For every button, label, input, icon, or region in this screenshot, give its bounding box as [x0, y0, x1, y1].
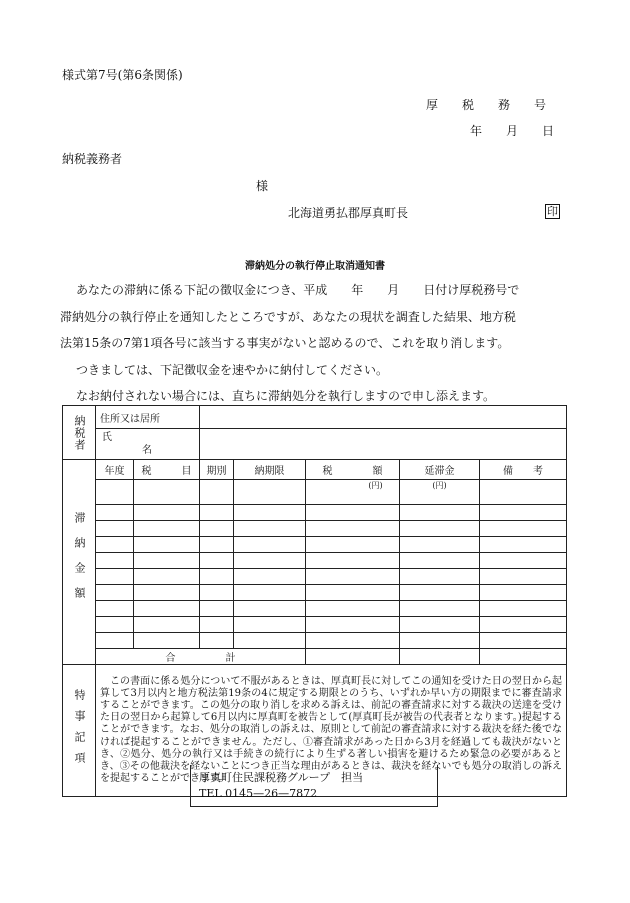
- table-cell: [480, 537, 567, 553]
- taxpayer-header: 納税者: [63, 406, 96, 460]
- column-header: 年度: [96, 460, 134, 480]
- tax-amount-unit: (円): [306, 480, 400, 505]
- table-cell: [134, 585, 200, 601]
- address-label: 住所又は居所: [96, 406, 200, 429]
- table-cell: [134, 633, 200, 649]
- body-line-5: なお納付されない場合には、直ちに滞納処分を執行しますので申し添えます。: [76, 389, 496, 403]
- table-cell: [200, 521, 234, 537]
- table-cell: [134, 617, 200, 633]
- name-label: 氏 名: [96, 429, 200, 460]
- table-cell: [400, 633, 480, 649]
- table-cell: [234, 521, 306, 537]
- body-line-2: 滞納処分の執行停止を通知したところですが、あなたの現状を調査した結果、地方税: [60, 310, 516, 324]
- table-cell: [134, 480, 200, 505]
- column-header: 納期限: [234, 460, 306, 480]
- table-cell: [234, 553, 306, 569]
- issuer-name: 北海道勇払郡厚真町長: [288, 206, 409, 220]
- table-cell: [134, 505, 200, 521]
- table-cell: [200, 585, 234, 601]
- table-cell: [96, 633, 134, 649]
- table-cell: [96, 585, 134, 601]
- column-header: 税 額: [306, 460, 400, 480]
- total-remarks: [480, 649, 567, 665]
- table-cell: [96, 553, 134, 569]
- table-cell: [96, 601, 134, 617]
- table-cell: [400, 601, 480, 617]
- notes-text: この書面に係る処分について不服があるときは、厚真町長に対してこの通知を受けた日の翌日から起算して3月以内と地方税法第19条の4に規定する期限とのうち、いずれか早い方の期限までに審査請求することができます。この処分の取り消しを求める訴えは、前記の審査請求に対する裁決の送達を受けた日の翌日から起算して6月以内に厚真町を被告として(厚真町長が被告の代表者となります。)提起することができます。なお、処分の取消しの訴えは、原則として前記の審査請求に対する裁決を経た後でなければ提起することができません。ただし、①審査請求があった日から3月を経過しても裁決がないとき、②処分、処分の執行又は手続きの続行により生ずる著しい損害を避けるため緊急の必要があるとき、③その他裁決を経ないことにつき正当な理由があるときは、裁決を経ないでも処分の取消しの訴えを提起することができます。: [96, 665, 567, 797]
- table-cell: [234, 601, 306, 617]
- table-cell: [306, 633, 400, 649]
- table-cell: [96, 521, 134, 537]
- honorific: 様: [256, 179, 269, 193]
- table-cell: [234, 537, 306, 553]
- table-cell: [200, 601, 234, 617]
- table-cell: [200, 633, 234, 649]
- table-cell: [306, 505, 400, 521]
- column-header: 延滞金: [400, 460, 480, 480]
- table-cell: [234, 480, 306, 505]
- table-cell: [306, 553, 400, 569]
- table-cell: [200, 505, 234, 521]
- address-field: [200, 406, 567, 429]
- table-cell: [400, 617, 480, 633]
- notes-header: 特事記項: [63, 665, 96, 797]
- body-line-1: あなたの滞納に係る下記の徴収金につき、平成 年 月 日付け厚税務号で: [76, 283, 520, 297]
- table-cell: [306, 617, 400, 633]
- amount-header: 滞納金額: [63, 460, 96, 665]
- table-cell: [96, 537, 134, 553]
- table-cell: [480, 569, 567, 585]
- total-late-fee: [400, 649, 480, 665]
- table-cell: [306, 569, 400, 585]
- table-cell: [96, 569, 134, 585]
- delinquency-table: [62, 405, 567, 797]
- body-line-4: つきましては、下記徴収金を速やかに納付してください。: [76, 363, 389, 377]
- table-cell: [200, 569, 234, 585]
- table-cell: [400, 537, 480, 553]
- table-cell: [96, 480, 134, 505]
- contact-box: [190, 765, 438, 807]
- table-cell: [234, 617, 306, 633]
- table-cell: [200, 553, 234, 569]
- table-cell: [234, 505, 306, 521]
- table-cell: [234, 569, 306, 585]
- table-cell: [134, 537, 200, 553]
- table-cell: [306, 537, 400, 553]
- table-cell: [480, 601, 567, 617]
- table-cell: [400, 569, 480, 585]
- table-cell: [306, 521, 400, 537]
- form-number: 様式第7号(第6条関係): [62, 68, 183, 82]
- table-cell: [134, 553, 200, 569]
- table-cell: [480, 505, 567, 521]
- taxpayer-label: 納税義務者: [62, 152, 123, 166]
- column-header: 備 考: [480, 460, 567, 480]
- table-cell: [134, 521, 200, 537]
- table-cell: [480, 480, 567, 505]
- document-title: 滞納処分の執行停止取消通知書: [245, 261, 385, 272]
- column-header: 税 目: [134, 460, 200, 480]
- table-cell: [400, 521, 480, 537]
- table-cell: [480, 553, 567, 569]
- table-cell: [234, 633, 306, 649]
- table-cell: [96, 617, 134, 633]
- table-cell: [200, 480, 234, 505]
- issue-date: 年 月 日: [470, 124, 555, 138]
- table-cell: [480, 617, 567, 633]
- total-tax-amount: [306, 649, 400, 665]
- seal-mark: 印: [547, 205, 558, 218]
- table-cell: [480, 633, 567, 649]
- table-cell: [306, 585, 400, 601]
- table-cell: [134, 569, 200, 585]
- total-label: 合 計: [96, 649, 306, 665]
- document-number: 厚 税 務 号: [426, 98, 547, 112]
- late-fee-unit: (円): [400, 480, 480, 505]
- table-cell: [400, 585, 480, 601]
- table-cell: [480, 585, 567, 601]
- table-cell: [134, 601, 200, 617]
- table-cell: [96, 505, 134, 521]
- column-header: 期別: [200, 460, 234, 480]
- contact-department: 厚真町住民課税務グループ 担当: [199, 771, 364, 784]
- table-cell: [400, 505, 480, 521]
- table-cell: [200, 617, 234, 633]
- table-cell: [200, 537, 234, 553]
- contact-phone: TEL 0145—26—7872: [199, 787, 318, 800]
- table-cell: [480, 521, 567, 537]
- table-cell: [306, 601, 400, 617]
- table-cell: [400, 553, 480, 569]
- body-line-3: 法第15条の7第1項各号に該当する事実がないと認めるので、これを取り消します。: [60, 336, 510, 350]
- name-field: [200, 429, 567, 460]
- table-cell: [234, 585, 306, 601]
